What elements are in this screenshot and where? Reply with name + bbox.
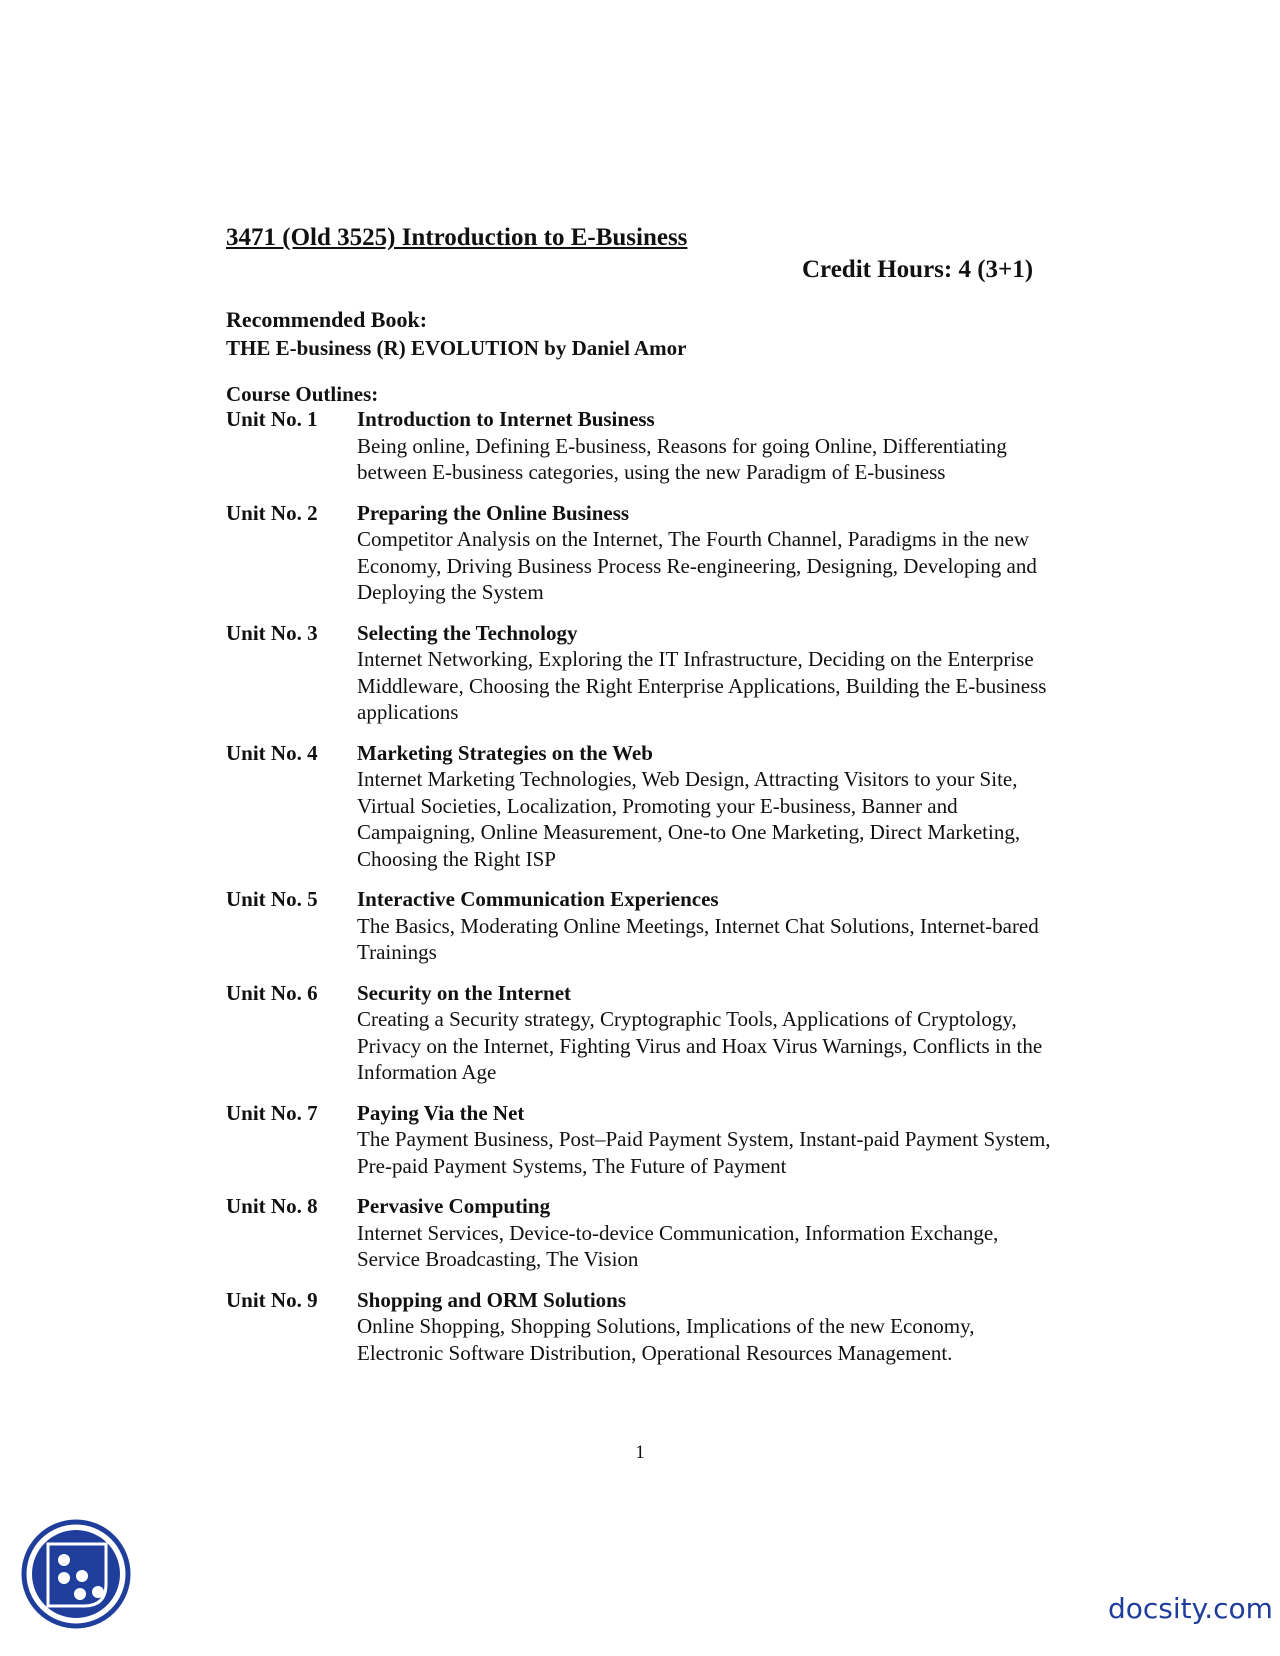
unit-description: Being online, Defining E-business, Reasons for going Online, Differentiating between E-business categories, using the new Paradigm of E-business — [357, 433, 1007, 484]
page-number: 1 — [635, 1442, 645, 1463]
unit-number: Unit No. 3 — [226, 620, 318, 645]
docsity-brand-link[interactable]: docsity.com — [1108, 1592, 1273, 1625]
unit-body — [357, 1287, 1057, 1367]
unit-number: Unit No. 4 — [226, 740, 318, 765]
unit-item — [226, 406, 1076, 486]
unit-item — [226, 500, 1076, 606]
unit-number: Unit No. 9 — [226, 1287, 318, 1312]
unit-body — [357, 1193, 1057, 1273]
unit-description: Competitor Analysis on the Internet, The Fourth Channel, Paradigms in the new Economy, Driving Business Process Re-engineering, Designing, Developing and Deploying the System — [357, 527, 1037, 604]
recommended-book-label: Recommended Book: — [226, 307, 428, 332]
unit-description: Internet Marketing Technologies, Web Design, Attracting Visitors to your Site, Virtual Societies, Localization, Promoting your E-business, Banner and Campaigning, Online Measurement, One-to One Marketing, Direct Marketing, Choosing the Right ISP — [357, 767, 1021, 871]
unit-item — [226, 740, 1076, 873]
unit-body — [357, 886, 1057, 966]
unit-title: Security on the Internet — [357, 980, 572, 1005]
unit-title: Paying Via the Net — [357, 1100, 525, 1125]
recommended-book-title: THE E-business (R) EVOLUTION by Daniel Amor — [226, 336, 687, 360]
unit-description: Creating a Security strategy, Cryptographic Tools, Applications of Cryptology, Privacy on the Internet, Fighting Virus and Hoax Virus Warnings, Conflicts in the Information Age — [357, 1007, 1043, 1084]
unit-body — [357, 500, 1057, 606]
unit-description: Internet Networking, Exploring the IT Infrastructure, Deciding on the Enterprise Middleware, Choosing the Right Enterprise Applications, Building the E-business applications — [357, 647, 1047, 724]
unit-title: Marketing Strategies on the Web — [357, 740, 653, 765]
unit-number: Unit No. 8 — [226, 1194, 318, 1218]
unit-item — [226, 980, 1076, 1086]
unit-title: Pervasive Computing — [357, 1194, 551, 1218]
unit-description: Internet Services, Device-to-device Communication, Information Exchange, Service Broadcasting, The Vision — [357, 1220, 999, 1271]
unit-item — [226, 620, 1076, 726]
unit-body — [357, 620, 1057, 726]
unit-number: Unit No. 1 — [226, 407, 318, 431]
unit-title: Selecting the Technology — [357, 620, 578, 645]
unit-description: The Payment Business, Post–Paid Payment System, Instant-paid Payment System, Pre-paid Payment Systems, The Future of Payment — [357, 1127, 1051, 1178]
unit-item — [226, 886, 1076, 966]
unit-title: Introduction to Internet Business — [357, 407, 655, 431]
unit-title: Shopping and ORM Solutions — [357, 1287, 627, 1312]
unit-item — [226, 1193, 1076, 1273]
course-title: 3471 (Old 3525) Introduction to E-Business — [226, 224, 688, 251]
unit-list — [226, 406, 1076, 1380]
unit-body — [357, 406, 1057, 486]
unit-description: The Basics, Moderating Online Meetings, Internet Chat Solutions, Internet-bared Trainings — [357, 913, 1039, 964]
docsity-logo-icon — [20, 1518, 132, 1630]
docsity-logo-icon[interactable] — [20, 1518, 132, 1630]
unit-body — [357, 740, 1057, 873]
unit-number: Unit No. 5 — [226, 887, 318, 911]
unit-number: Unit No. 6 — [226, 980, 318, 1005]
unit-title: Interactive Communication Experiences — [357, 887, 719, 911]
unit-item — [226, 1100, 1076, 1180]
unit-body — [357, 1100, 1057, 1180]
course-outlines-label: Course Outlines: — [226, 382, 379, 406]
unit-item — [226, 1287, 1076, 1367]
unit-title: Preparing the Online Business — [357, 500, 630, 525]
unit-description: Online Shopping, Shopping Solutions, Implications of the new Economy, Electronic Software Distribution, Operational Resources Management. — [357, 1314, 975, 1365]
unit-number: Unit No. 2 — [226, 500, 318, 525]
unit-number: Unit No. 7 — [226, 1100, 318, 1125]
credit-hours: Credit Hours: 4 (3+1) — [802, 256, 1034, 283]
unit-body — [357, 980, 1057, 1086]
